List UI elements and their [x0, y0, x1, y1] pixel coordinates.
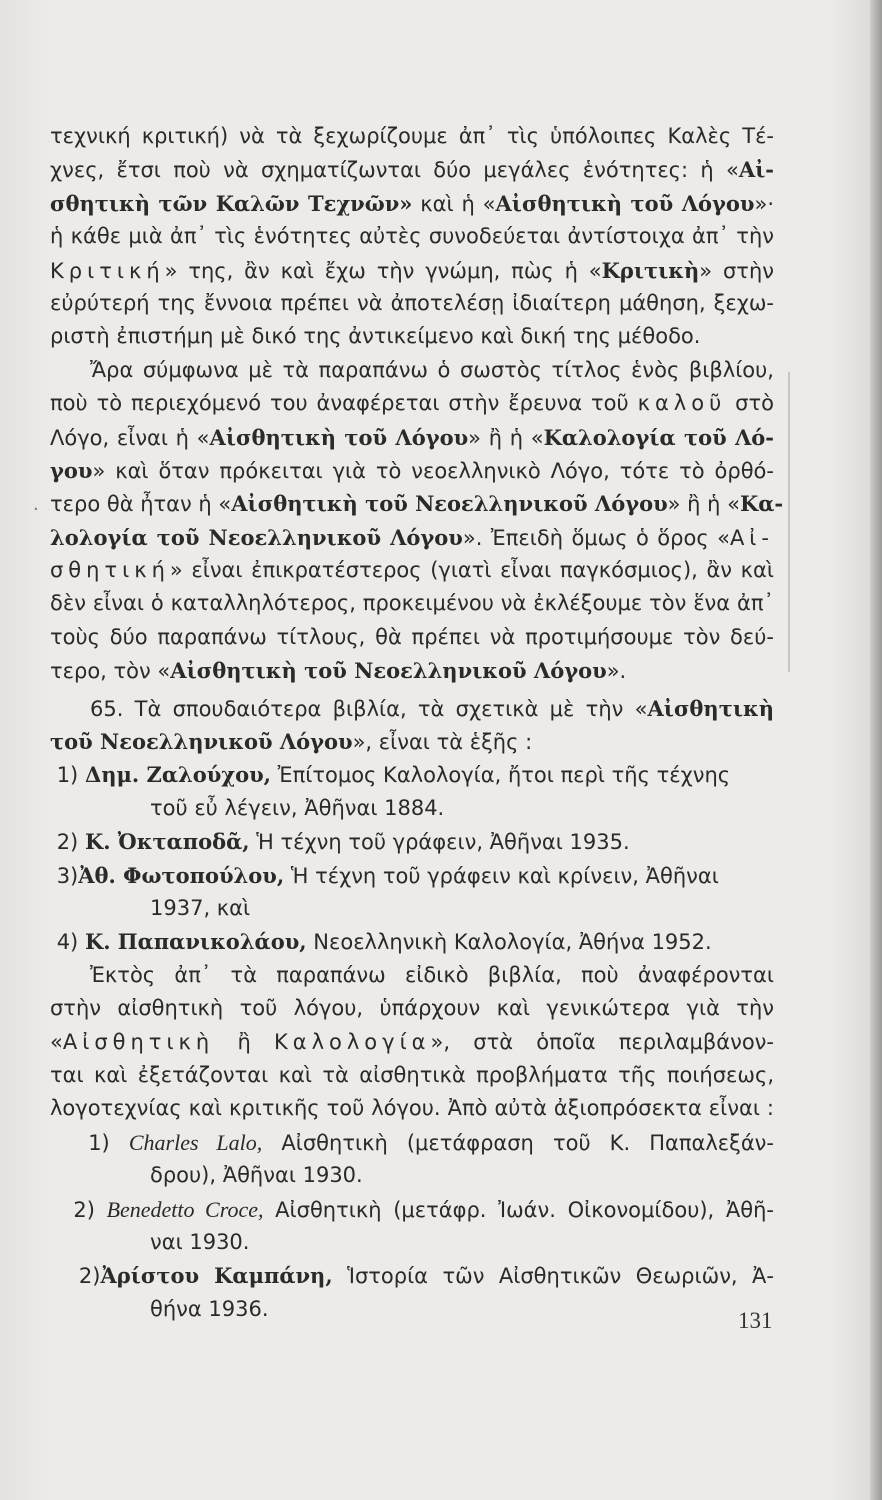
reference-item: 2) Κ. Ὀκταποδᾶ, Ἡ τέχνη τοῦ γράφειν, Ἀθῆναι 1935.	[56, 829, 630, 855]
margin-dot: .	[33, 494, 39, 515]
reference-continuation: 1937, καὶ	[150, 895, 251, 920]
reference-continuation: δρου), Ἀθῆναι 1930.	[150, 1163, 363, 1188]
text-line: χνες, ἔτσι ποὺ νὰ σχηματίζωνται δύο μεγάλες ἑνότητες: ἡ «Αἰ-	[50, 157, 774, 183]
reference-continuation: τοῦ εὖ λέγειν, Ἀθῆναι 1884.	[150, 795, 445, 820]
text-line: σθητικὴ τῶν Καλῶν Τεχνῶν» καὶ ἡ «Αἰσθητικὴ τοῦ Λόγου»·	[50, 190, 775, 216]
text-line: ριστὴ ἐπιστήμη μὲ δικό της ἀντικείμενο καὶ δική της μέθοδο.	[50, 324, 701, 349]
text-line: γου» καὶ ὅταν πρόκειται γιὰ τὸ νεοελληνικὸ Λόγο, τότε τὸ ὀρθό-	[50, 457, 774, 483]
text-line: λογοτεχνίας καὶ κριτικῆς τοῦ λόγου. Ἀπὸ αὐτὰ ἀξιοπρόσεκτα εἶναι :	[50, 1096, 774, 1121]
text-line: δὲν εἶναι ὁ καταλληλότερος, προκειμένου νὰ ἐκλέξουμε τὸν ἕνα ἀπ᾽	[50, 591, 774, 616]
text-line: τεχνική κριτική) νὰ τὰ ξεχωρίζουμε ἀπ᾽ τὶς ὑπόλοιπες Καλὲς Τέ-	[50, 124, 774, 148]
reference-item: 1) Charles Lalo, Αἰσθητικὴ (μετάφραση τοῦ Κ. Παπαλεξάν-	[88, 1129, 774, 1155]
text-line: «Αἰσθητικὴ ἢ Καλολογία», στὰ ὁποῖα περιλαμβάνον-	[50, 1029, 774, 1054]
text-line: ἡ κάθε μιὰ ἀπ᾽ τὶς ἑνότητες αὐτὲς συνοδεύεται ἀντίστοιχα ἀπ᾽ τὴν	[50, 224, 774, 249]
margin-mark	[788, 372, 790, 672]
text-line: ται καὶ ἐξετάζονται καὶ τὰ αἰσθητικὰ προβλήματα τῆς ποιήσεως,	[50, 1062, 774, 1087]
reference-item: 2)Ἀρίστου Καμπάνη, Ἱστορία τῶν Αἰσθητικῶν Θεωριῶν, Ἀ-	[78, 1263, 774, 1289]
text-line: τερο, τὸν «Αἰσθητικὴ τοῦ Νεοελληνικοῦ Λόγου».	[50, 658, 627, 684]
text-line: ποὺ τὸ περιεχόμενό του ἀναφέρεται στὴν ἔρευνα τοῦ καλοῦ στὸ	[50, 391, 774, 416]
text-line: Λόγο, εἶναι ἡ «Αἰσθητικὴ τοῦ Λόγου» ἢ ἡ «Καλολογία τοῦ Λό-	[50, 424, 774, 450]
page-number: 131	[738, 1308, 773, 1333]
reference-continuation: θήνα 1936.	[150, 1296, 269, 1321]
text-line: στὴν αἰσθητικὴ τοῦ λόγου, ὑπάρχουν καὶ γενικώτερα γιὰ τὴν	[50, 996, 774, 1021]
text-line: Κριτική» της, ἂν καὶ ἔχω τὴν γνώμη, πὼς ἡ «Κριτικὴ» στὴν	[50, 257, 774, 283]
text-line: σθητική» εἶναι ἐπικρατέστερος (γιατὶ εἶναι παγκόσμιος), ἂν καὶ	[50, 558, 774, 583]
text-line: Ἄρα σύμφωνα μὲ τὰ παραπάνω ὁ σωστὸς τίτλος ἑνὸς βιβλίου,	[90, 357, 774, 382]
reference-item: 2) Benedetto Croce, Αἰσθητικὴ (μετάφρ. Ἰωάν. Οἰκονομίδου), Ἀθῆ-	[73, 1196, 774, 1222]
text-line: εὐρύτερή της ἔννοια πρέπει νὰ ἀποτελέσῃ ἰδιαίτερη μάθηση, ξεχω-	[50, 290, 774, 315]
reference-item: 4) Κ. Παπανικολάου, Νεοελληνικὴ Καλολογία, Ἀθήνα 1952.	[56, 929, 712, 955]
page-edge-shadow	[870, 0, 882, 1500]
text-line: Ἐκτὸς ἀπ᾽ τὰ παραπάνω εἰδικὸ βιβλία, ποὺ ἀναφέρονται	[90, 962, 774, 987]
body-text	[50, 120, 784, 1326]
reference-continuation: ναι 1930.	[150, 1229, 250, 1254]
text-line: λολογία τοῦ Νεοελληνικοῦ Λόγου». Ἐπειδὴ ὅμως ὁ ὅρος «Αἰ-	[50, 524, 774, 550]
reference-item: 3)Ἀθ. Φωτοπούλου, Ἡ τέχνη τοῦ γράφειν καὶ κρίνειν, Ἀθῆναι	[56, 862, 719, 888]
text-line: τοὺς δύο παραπάνω τίτλους, θὰ πρέπει νὰ προτιμήσουμε τὸν δεύ-	[50, 624, 774, 649]
text-line: 65. Τὰ σπουδαιότερα βιβλία, τὰ σχετικὰ μὲ τὴν «Αἰσθητικὴ	[90, 695, 774, 721]
text-line: τοῦ Νεοελληνικοῦ Λόγου», εἶναι τὰ ἑξῆς :	[50, 729, 533, 755]
reference-item: 1) Δημ. Ζαλούχου, Ἐπίτομος Καλολογία, ἤτοι περὶ τῆς τέχνης	[56, 762, 731, 788]
text-line: τερο θὰ ἦταν ἡ «Αἰσθητικὴ τοῦ Νεοελληνικοῦ Λόγου» ἢ ἡ «Κα-	[50, 491, 784, 517]
